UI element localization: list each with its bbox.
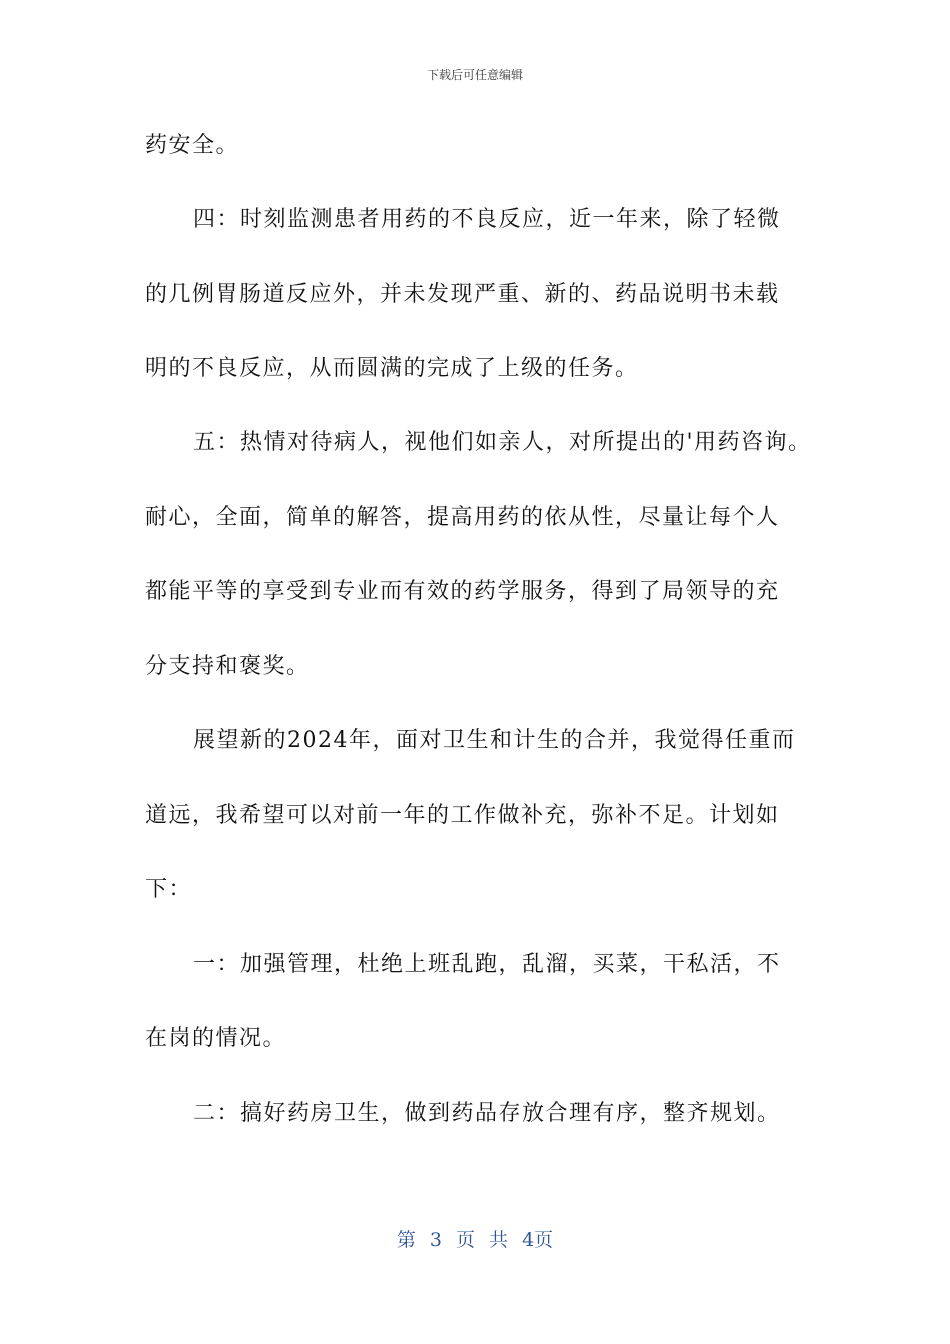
text-line: 一：加强管理，杜绝上班乱跑，乱溜，买菜，干私活，不: [193, 952, 781, 977]
text-line: 耐心，全面，简单的解答，提高用药的依从性，尽量让每个人: [145, 505, 780, 530]
text-line: 五：热情对待病人，视他们如亲人，对所提出的'用药咨询。: [193, 430, 812, 455]
page-number-footer: 第 3 页 共 4页: [396, 1229, 554, 1251]
text-line: 道远，我希望可以对前一年的工作做补充，弥补不足。计划如: [145, 803, 780, 828]
text-line: 在岗的情况。: [145, 1026, 287, 1051]
text-line: 药安全。: [145, 133, 240, 158]
text-line: 分支持和褒奖。: [145, 654, 310, 679]
text-line: 明的不良反应，从而圆满的完成了上级的任务。: [145, 356, 639, 381]
text-line: 的几例胃肠道反应外，并未发现严重、新的、药品说明书未载: [145, 282, 780, 307]
header-note: 下载后可任意编辑: [426, 68, 523, 82]
text-line: 四：时刻监测患者用药的不良反应，近一年来，除了轻微: [193, 207, 781, 232]
text-line: 展望新的2024年，面对卫生和计生的合并，我觉得任重而: [193, 728, 796, 753]
text-line: 都能平等的享受到专业而有效的药学服务，得到了局领导的充: [145, 579, 780, 604]
text-line: 下：: [145, 877, 193, 902]
text-line: 二：搞好药房卫生，做到药品存放合理有序，整齐规划。: [193, 1101, 781, 1126]
